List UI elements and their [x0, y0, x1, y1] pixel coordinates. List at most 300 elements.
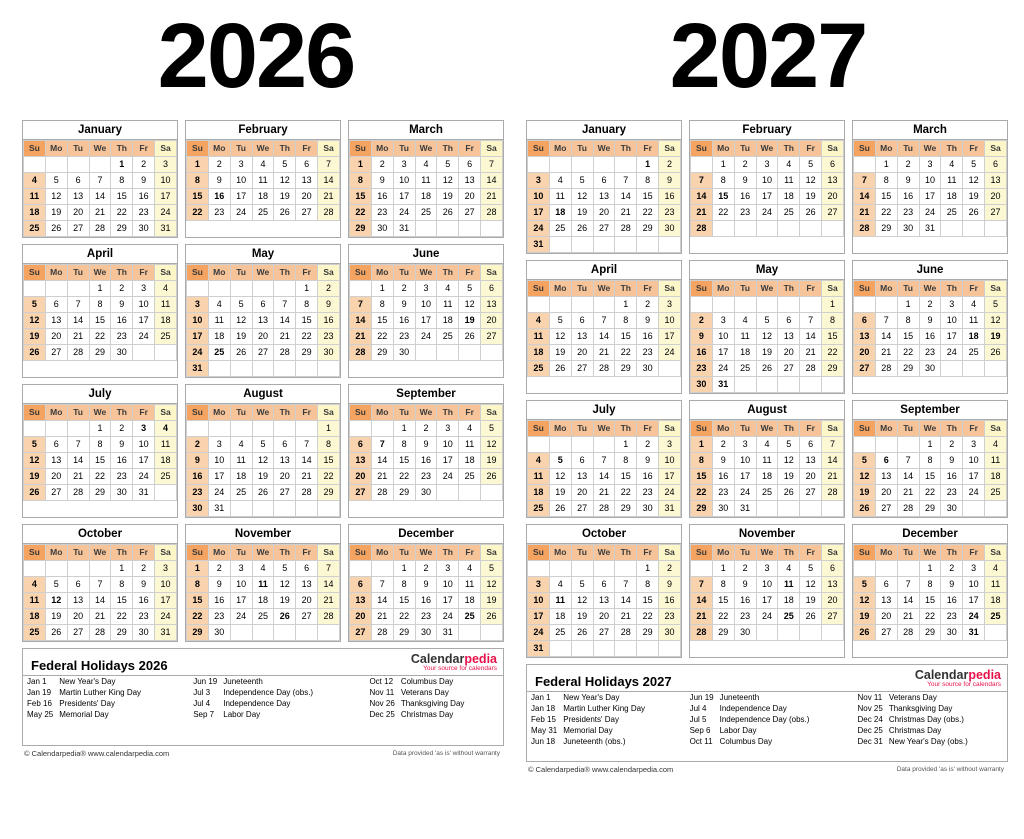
day-cell[interactable]: 28	[371, 625, 393, 641]
day-cell[interactable]: 30	[371, 221, 393, 237]
day-cell[interactable]: 11	[528, 469, 550, 485]
day-cell[interactable]: 13	[67, 189, 89, 205]
day-cell[interactable]: 17	[393, 189, 415, 205]
day-cell[interactable]: 2	[393, 281, 415, 297]
day-cell[interactable]: 23	[919, 345, 941, 361]
day-cell[interactable]: 23	[318, 329, 340, 345]
day-cell[interactable]: 16	[111, 313, 133, 329]
day-cell[interactable]: 26	[230, 345, 252, 361]
day-cell[interactable]: 18	[155, 453, 177, 469]
day-cell[interactable]: 10	[393, 173, 415, 189]
day-cell[interactable]: 17	[208, 469, 230, 485]
day-cell[interactable]: 21	[615, 205, 637, 221]
day-cell[interactable]: 25	[528, 501, 550, 517]
day-cell[interactable]: 15	[296, 313, 318, 329]
day-cell[interactable]: 3	[187, 297, 209, 313]
day-cell[interactable]: 15	[371, 313, 393, 329]
day-cell[interactable]: 22	[712, 205, 734, 221]
day-cell[interactable]: 27	[593, 221, 615, 237]
day-cell[interactable]: 15	[691, 469, 713, 485]
day-cell[interactable]: 12	[45, 189, 67, 205]
day-cell[interactable]: 17	[187, 329, 209, 345]
day-cell[interactable]: 14	[615, 189, 637, 205]
day-cell[interactable]: 2	[133, 561, 155, 577]
day-cell[interactable]: 30	[637, 501, 659, 517]
day-cell[interactable]: 14	[371, 593, 393, 609]
day-cell[interactable]: 15	[393, 453, 415, 469]
day-cell[interactable]: 25	[985, 485, 1007, 501]
day-cell[interactable]: 17	[963, 593, 985, 609]
day-cell[interactable]: 29	[822, 361, 844, 377]
day-cell[interactable]: 24	[919, 205, 941, 221]
day-cell[interactable]: 20	[875, 485, 897, 501]
day-cell[interactable]: 11	[24, 593, 46, 609]
day-cell[interactable]: 13	[350, 593, 372, 609]
day-cell[interactable]: 21	[318, 593, 340, 609]
day-cell[interactable]: 13	[593, 189, 615, 205]
day-cell[interactable]: 13	[985, 173, 1007, 189]
day-cell[interactable]: 6	[593, 173, 615, 189]
day-cell[interactable]: 16	[318, 313, 340, 329]
day-cell[interactable]: 28	[89, 221, 111, 237]
day-cell[interactable]: 4	[734, 313, 756, 329]
day-cell[interactable]: 31	[393, 221, 415, 237]
day-cell[interactable]: 25	[778, 205, 800, 221]
day-cell[interactable]: 14	[67, 313, 89, 329]
day-cell[interactable]: 20	[822, 189, 844, 205]
day-cell[interactable]: 5	[985, 297, 1007, 313]
day-cell[interactable]: 11	[963, 313, 985, 329]
day-cell[interactable]: 3	[155, 157, 177, 173]
day-cell[interactable]: 6	[67, 173, 89, 189]
day-cell[interactable]: 17	[528, 609, 550, 625]
day-cell[interactable]: 28	[89, 625, 111, 641]
day-cell[interactable]: 29	[187, 625, 209, 641]
day-cell[interactable]: 19	[756, 345, 778, 361]
day-cell[interactable]: 13	[571, 469, 593, 485]
day-cell[interactable]: 7	[800, 313, 822, 329]
day-cell[interactable]: 10	[734, 453, 756, 469]
day-cell[interactable]: 19	[778, 469, 800, 485]
day-cell[interactable]: 2	[208, 561, 230, 577]
day-cell[interactable]: 28	[897, 501, 919, 517]
day-cell[interactable]: 21	[274, 329, 296, 345]
day-cell[interactable]: 17	[230, 593, 252, 609]
day-cell[interactable]: 2	[659, 561, 681, 577]
day-cell[interactable]: 28	[897, 625, 919, 641]
day-cell[interactable]: 8	[187, 577, 209, 593]
day-cell[interactable]: 27	[296, 609, 318, 625]
day-cell[interactable]: 14	[89, 189, 111, 205]
day-cell[interactable]: 14	[593, 329, 615, 345]
day-cell[interactable]: 1	[919, 437, 941, 453]
day-cell[interactable]: 11	[459, 577, 481, 593]
day-cell[interactable]: 19	[481, 453, 503, 469]
day-cell[interactable]: 26	[481, 469, 503, 485]
day-cell[interactable]: 18	[549, 205, 571, 221]
day-cell[interactable]: 11	[252, 577, 274, 593]
day-cell[interactable]: 31	[133, 485, 155, 501]
day-cell[interactable]: 14	[89, 593, 111, 609]
day-cell[interactable]: 14	[593, 469, 615, 485]
day-cell[interactable]: 27	[571, 501, 593, 517]
day-cell[interactable]: 24	[187, 345, 209, 361]
day-cell[interactable]: 20	[45, 329, 67, 345]
day-cell[interactable]: 2	[897, 157, 919, 173]
day-cell[interactable]: 30	[318, 345, 340, 361]
day-cell[interactable]: 15	[875, 189, 897, 205]
day-cell[interactable]: 17	[734, 469, 756, 485]
day-cell[interactable]: 7	[875, 313, 897, 329]
day-cell[interactable]: 15	[897, 329, 919, 345]
day-cell[interactable]: 3	[393, 157, 415, 173]
day-cell[interactable]: 14	[691, 189, 713, 205]
day-cell[interactable]: 31	[155, 625, 177, 641]
day-cell[interactable]: 20	[875, 609, 897, 625]
day-cell[interactable]: 3	[528, 173, 550, 189]
day-cell[interactable]: 23	[941, 485, 963, 501]
day-cell[interactable]: 20	[45, 469, 67, 485]
day-cell[interactable]: 4	[963, 297, 985, 313]
day-cell[interactable]: 24	[941, 345, 963, 361]
day-cell[interactable]: 27	[875, 625, 897, 641]
day-cell[interactable]: 29	[89, 485, 111, 501]
day-cell[interactable]: 24	[393, 205, 415, 221]
day-cell[interactable]: 10	[659, 453, 681, 469]
day-cell[interactable]: 23	[637, 485, 659, 501]
day-cell[interactable]: 16	[712, 469, 734, 485]
day-cell[interactable]: 13	[45, 453, 67, 469]
day-cell[interactable]: 25	[459, 469, 481, 485]
day-cell[interactable]: 22	[615, 485, 637, 501]
day-cell[interactable]: 17	[528, 205, 550, 221]
day-cell[interactable]: 22	[919, 609, 941, 625]
day-cell[interactable]: 18	[985, 469, 1007, 485]
day-cell[interactable]: 30	[133, 625, 155, 641]
day-cell[interactable]: 5	[800, 561, 822, 577]
day-cell[interactable]: 19	[800, 189, 822, 205]
day-cell[interactable]: 24	[133, 329, 155, 345]
day-cell[interactable]: 16	[734, 593, 756, 609]
day-cell[interactable]: 24	[963, 609, 985, 625]
day-cell[interactable]: 6	[875, 577, 897, 593]
day-cell[interactable]: 17	[415, 313, 437, 329]
day-cell[interactable]: 21	[615, 609, 637, 625]
day-cell[interactable]: 29	[875, 221, 897, 237]
day-cell[interactable]: 24	[230, 205, 252, 221]
day-cell[interactable]: 7	[691, 173, 713, 189]
day-cell[interactable]: 18	[24, 205, 46, 221]
day-cell[interactable]: 29	[296, 345, 318, 361]
day-cell[interactable]: 22	[187, 205, 209, 221]
day-cell[interactable]: 18	[252, 593, 274, 609]
day-cell[interactable]: 14	[274, 313, 296, 329]
day-cell[interactable]: 14	[481, 173, 503, 189]
day-cell[interactable]: 2	[691, 313, 713, 329]
day-cell[interactable]: 18	[415, 189, 437, 205]
day-cell[interactable]: 20	[296, 189, 318, 205]
day-cell[interactable]: 26	[274, 205, 296, 221]
day-cell[interactable]: 5	[549, 453, 571, 469]
day-cell[interactable]: 17	[230, 189, 252, 205]
day-cell[interactable]: 9	[637, 453, 659, 469]
day-cell[interactable]: 26	[571, 221, 593, 237]
day-cell[interactable]: 23	[133, 205, 155, 221]
day-cell[interactable]: 29	[318, 485, 340, 501]
day-cell[interactable]: 4	[24, 173, 46, 189]
day-cell[interactable]: 12	[571, 189, 593, 205]
day-cell[interactable]: 29	[637, 625, 659, 641]
day-cell[interactable]: 6	[985, 157, 1007, 173]
day-cell[interactable]: 31	[734, 501, 756, 517]
day-cell[interactable]: 13	[67, 593, 89, 609]
day-cell[interactable]: 13	[350, 453, 372, 469]
copyright-text[interactable]: © Calendarpedia® www.calendarpedia.com	[528, 765, 674, 774]
day-cell[interactable]: 13	[593, 593, 615, 609]
day-cell[interactable]: 12	[481, 437, 503, 453]
day-cell[interactable]: 30	[133, 221, 155, 237]
day-cell[interactable]: 6	[822, 157, 844, 173]
day-cell[interactable]: 29	[393, 625, 415, 641]
day-cell[interactable]: 16	[897, 189, 919, 205]
day-cell[interactable]: 21	[593, 485, 615, 501]
day-cell[interactable]: 17	[756, 593, 778, 609]
day-cell[interactable]: 3	[963, 561, 985, 577]
day-cell[interactable]: 22	[111, 205, 133, 221]
day-cell[interactable]: 12	[963, 173, 985, 189]
day-cell[interactable]: 10	[437, 437, 459, 453]
day-cell[interactable]: 30	[208, 625, 230, 641]
day-cell[interactable]: 2	[712, 437, 734, 453]
day-cell[interactable]: 5	[481, 561, 503, 577]
day-cell[interactable]: 3	[756, 157, 778, 173]
day-cell[interactable]: 4	[155, 421, 177, 437]
day-cell[interactable]: 7	[274, 297, 296, 313]
day-cell[interactable]: 6	[296, 561, 318, 577]
day-cell[interactable]: 28	[593, 361, 615, 377]
day-cell[interactable]: 10	[756, 173, 778, 189]
day-cell[interactable]: 28	[371, 485, 393, 501]
day-cell[interactable]: 4	[941, 157, 963, 173]
day-cell[interactable]: 29	[897, 361, 919, 377]
day-cell[interactable]: 6	[350, 577, 372, 593]
day-cell[interactable]: 12	[24, 313, 46, 329]
day-cell[interactable]: 10	[230, 173, 252, 189]
day-cell[interactable]: 26	[274, 609, 296, 625]
day-cell[interactable]: 15	[89, 313, 111, 329]
day-cell[interactable]: 10	[208, 453, 230, 469]
day-cell[interactable]: 5	[854, 453, 876, 469]
day-cell[interactable]: 4	[459, 421, 481, 437]
day-cell[interactable]: 24	[230, 609, 252, 625]
day-cell[interactable]: 31	[528, 641, 550, 657]
day-cell[interactable]: 21	[897, 485, 919, 501]
day-cell[interactable]: 30	[637, 361, 659, 377]
day-cell[interactable]: 28	[67, 345, 89, 361]
day-cell[interactable]: 11	[985, 453, 1007, 469]
day-cell[interactable]: 9	[659, 577, 681, 593]
day-cell[interactable]: 28	[615, 221, 637, 237]
day-cell[interactable]: 30	[415, 485, 437, 501]
day-cell[interactable]: 19	[252, 469, 274, 485]
day-cell[interactable]: 28	[296, 485, 318, 501]
day-cell[interactable]: 7	[593, 313, 615, 329]
day-cell[interactable]: 16	[637, 329, 659, 345]
day-cell[interactable]: 30	[659, 625, 681, 641]
day-cell[interactable]: 18	[208, 329, 230, 345]
day-cell[interactable]: 12	[985, 313, 1007, 329]
day-cell[interactable]: 14	[350, 313, 372, 329]
day-cell[interactable]: 20	[350, 609, 372, 625]
day-cell[interactable]: 1	[318, 421, 340, 437]
day-cell[interactable]: 27	[45, 485, 67, 501]
day-cell[interactable]: 22	[393, 609, 415, 625]
day-cell[interactable]: 28	[615, 625, 637, 641]
day-cell[interactable]: 4	[437, 281, 459, 297]
day-cell[interactable]: 4	[252, 157, 274, 173]
day-cell[interactable]: 19	[985, 329, 1007, 345]
day-cell[interactable]: 29	[393, 485, 415, 501]
day-cell[interactable]: 24	[756, 609, 778, 625]
day-cell[interactable]: 19	[24, 469, 46, 485]
day-cell[interactable]: 19	[854, 609, 876, 625]
day-cell[interactable]: 14	[691, 593, 713, 609]
day-cell[interactable]: 26	[252, 485, 274, 501]
day-cell[interactable]: 10	[528, 593, 550, 609]
day-cell[interactable]: 8	[897, 313, 919, 329]
day-cell[interactable]: 16	[208, 189, 230, 205]
day-cell[interactable]: 28	[350, 345, 372, 361]
day-cell[interactable]: 24	[437, 469, 459, 485]
day-cell[interactable]: 25	[985, 609, 1007, 625]
day-cell[interactable]: 12	[459, 297, 481, 313]
day-cell[interactable]: 26	[854, 625, 876, 641]
day-cell[interactable]: 26	[459, 329, 481, 345]
day-cell[interactable]: 9	[919, 313, 941, 329]
day-cell[interactable]: 17	[659, 469, 681, 485]
day-cell[interactable]: 31	[963, 625, 985, 641]
day-cell[interactable]: 1	[919, 561, 941, 577]
day-cell[interactable]: 6	[875, 453, 897, 469]
day-cell[interactable]: 2	[734, 561, 756, 577]
day-cell[interactable]: 20	[459, 189, 481, 205]
day-cell[interactable]: 8	[615, 313, 637, 329]
day-cell[interactable]: 13	[45, 313, 67, 329]
day-cell[interactable]: 3	[756, 561, 778, 577]
day-cell[interactable]: 16	[659, 189, 681, 205]
day-cell[interactable]: 26	[45, 625, 67, 641]
day-cell[interactable]: 11	[252, 173, 274, 189]
calendarpedia-logo[interactable]	[915, 669, 1001, 689]
day-cell[interactable]: 13	[854, 329, 876, 345]
day-cell[interactable]: 19	[45, 205, 67, 221]
day-cell[interactable]: 12	[549, 329, 571, 345]
day-cell[interactable]: 24	[528, 221, 550, 237]
day-cell[interactable]: 5	[24, 297, 46, 313]
day-cell[interactable]: 24	[415, 329, 437, 345]
day-cell[interactable]: 27	[350, 625, 372, 641]
day-cell[interactable]: 27	[274, 485, 296, 501]
day-cell[interactable]: 29	[371, 345, 393, 361]
day-cell[interactable]: 15	[111, 593, 133, 609]
day-cell[interactable]: 10	[756, 577, 778, 593]
day-cell[interactable]: 10	[941, 313, 963, 329]
day-cell[interactable]: 8	[187, 173, 209, 189]
day-cell[interactable]: 22	[822, 345, 844, 361]
day-cell[interactable]: 1	[111, 561, 133, 577]
day-cell[interactable]: 21	[67, 469, 89, 485]
day-cell[interactable]: 27	[822, 205, 844, 221]
day-cell[interactable]: 3	[659, 437, 681, 453]
day-cell[interactable]: 9	[111, 437, 133, 453]
day-cell[interactable]: 18	[756, 469, 778, 485]
day-cell[interactable]: 15	[111, 189, 133, 205]
day-cell[interactable]: 15	[318, 453, 340, 469]
day-cell[interactable]: 11	[985, 577, 1007, 593]
day-cell[interactable]: 1	[712, 561, 734, 577]
day-cell[interactable]: 19	[274, 189, 296, 205]
day-cell[interactable]: 12	[274, 173, 296, 189]
day-cell[interactable]: 20	[822, 593, 844, 609]
day-cell[interactable]: 11	[549, 189, 571, 205]
day-cell[interactable]: 27	[252, 345, 274, 361]
day-cell[interactable]: 11	[415, 173, 437, 189]
day-cell[interactable]: 6	[593, 577, 615, 593]
day-cell[interactable]: 28	[318, 609, 340, 625]
day-cell[interactable]: 24	[133, 469, 155, 485]
day-cell[interactable]: 24	[155, 205, 177, 221]
day-cell[interactable]: 25	[252, 609, 274, 625]
day-cell[interactable]: 12	[481, 577, 503, 593]
day-cell[interactable]: 15	[822, 329, 844, 345]
day-cell[interactable]: 8	[691, 453, 713, 469]
day-cell[interactable]: 13	[571, 329, 593, 345]
day-cell[interactable]: 23	[415, 469, 437, 485]
day-cell[interactable]: 3	[712, 313, 734, 329]
day-cell[interactable]: 23	[208, 205, 230, 221]
day-cell[interactable]: 14	[897, 593, 919, 609]
day-cell[interactable]: 16	[133, 189, 155, 205]
day-cell[interactable]: 23	[415, 609, 437, 625]
day-cell[interactable]: 26	[778, 485, 800, 501]
day-cell[interactable]: 10	[963, 453, 985, 469]
day-cell[interactable]: 10	[659, 313, 681, 329]
day-cell[interactable]: 14	[371, 453, 393, 469]
day-cell[interactable]: 7	[615, 577, 637, 593]
day-cell[interactable]: 22	[89, 469, 111, 485]
day-cell[interactable]: 25	[459, 609, 481, 625]
day-cell[interactable]: 20	[571, 485, 593, 501]
day-cell[interactable]: 3	[133, 421, 155, 437]
day-cell[interactable]: 8	[712, 577, 734, 593]
day-cell[interactable]: 16	[371, 189, 393, 205]
day-cell[interactable]: 18	[437, 313, 459, 329]
day-cell[interactable]: 16	[187, 469, 209, 485]
day-cell[interactable]: 6	[459, 157, 481, 173]
day-cell[interactable]: 25	[963, 345, 985, 361]
day-cell[interactable]: 5	[756, 313, 778, 329]
day-cell[interactable]: 2	[133, 157, 155, 173]
day-cell[interactable]: 24	[756, 205, 778, 221]
day-cell[interactable]: 18	[778, 189, 800, 205]
day-cell[interactable]: 25	[549, 221, 571, 237]
day-cell[interactable]: 2	[111, 281, 133, 297]
day-cell[interactable]: 9	[187, 453, 209, 469]
day-cell[interactable]: 11	[778, 577, 800, 593]
day-cell[interactable]: 6	[778, 313, 800, 329]
day-cell[interactable]: 4	[459, 561, 481, 577]
day-cell[interactable]: 25	[252, 205, 274, 221]
